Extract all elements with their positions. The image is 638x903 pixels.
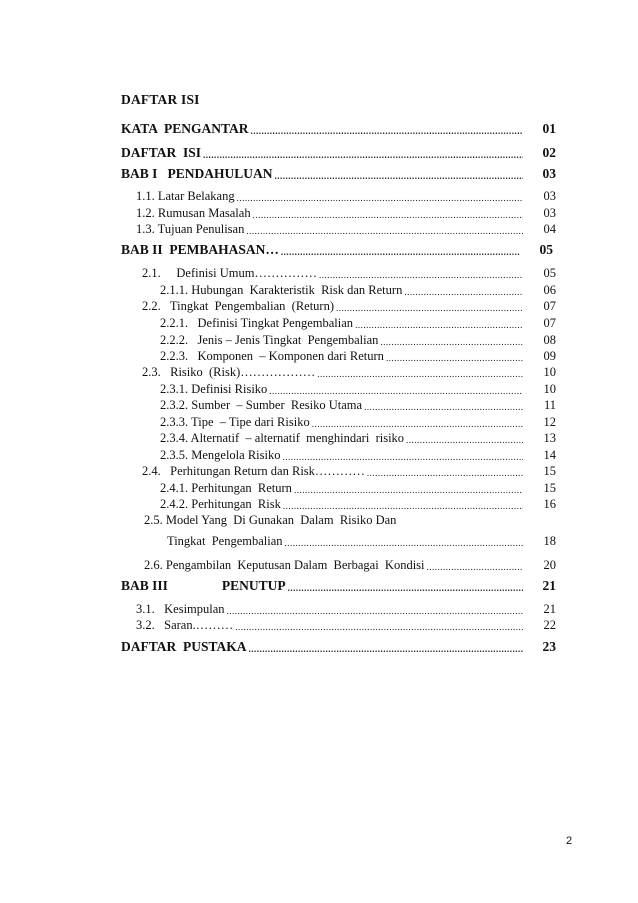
toc-entry-label: 2.3.5. Mengelola Risiko xyxy=(160,448,281,462)
toc-entry-kata-pengantar[interactable] xyxy=(121,119,556,137)
toc-entry-label: 2.6. Pengambilan Keputusan Dalam Berbagai Kondisi xyxy=(144,558,425,572)
toc-entry-2-1[interactable] xyxy=(142,263,556,281)
toc-entry-page: 21 xyxy=(542,578,556,593)
toc-entry-label: 2.2.2. Jenis – Jenis Tingkat Pengembalian xyxy=(160,333,379,347)
toc-entry-bab-1[interactable] xyxy=(121,164,556,182)
toc-entry-page: 07 xyxy=(543,299,556,313)
toc-entry-page: 21 xyxy=(543,602,556,616)
dot-leader xyxy=(249,643,523,655)
toc-entry-page: 07 xyxy=(543,316,556,330)
toc-entry-page: 02 xyxy=(542,145,556,160)
toc-entry-label: KATA PENGANTAR xyxy=(121,121,249,136)
toc-entry-page: 18 xyxy=(543,534,556,548)
dot-leader xyxy=(285,537,523,549)
toc-entry-page: 13 xyxy=(543,431,556,445)
dot-leader xyxy=(281,246,520,258)
toc-entry-label: 2.2.1. Definisi Tingkat Pengembalian xyxy=(160,316,354,330)
toc-entry-page: 01 xyxy=(542,121,556,136)
toc-entry-3-2[interactable] xyxy=(136,615,556,633)
toc-entry-label: BAB I PENDAHULUAN xyxy=(121,166,273,181)
toc-entry-page: 10 xyxy=(543,382,556,396)
page-number: 2 xyxy=(566,835,573,847)
toc-entry-label: DAFTAR ISI xyxy=(121,145,202,160)
dot-leader xyxy=(246,225,523,237)
toc-entry-2-5-continued[interactable] xyxy=(167,531,556,549)
toc-entry-page: 05 xyxy=(539,242,553,257)
toc-entry-label: Tingkat Pengembalian xyxy=(167,534,283,548)
toc-entry-daftar-pustaka[interactable] xyxy=(121,637,556,655)
toc-entry-page: 03 xyxy=(543,206,556,220)
toc-entry-page: 16 xyxy=(543,497,556,511)
toc-entry-2-4[interactable] xyxy=(142,461,556,479)
toc-entry-label: 2.3.3. Tipe – Tipe dari Risiko xyxy=(160,415,310,429)
toc-entry-page: 10 xyxy=(543,365,556,379)
toc-entry-label: 2.3. Risiko (Risk)……………… xyxy=(142,365,316,379)
toc-entry-2-5[interactable] xyxy=(144,510,556,528)
toc-entry-label: 3.1. Kesimpulan xyxy=(136,602,225,616)
toc-entry-page: 14 xyxy=(543,448,556,462)
toc-entry-label: 2.2.3. Komponen – Komponen dari Return xyxy=(160,349,384,363)
dot-leader xyxy=(288,582,523,594)
toc-entry-page: 22 xyxy=(543,618,556,632)
toc-entry-bab-3[interactable] xyxy=(121,576,556,594)
toc-entry-1-3[interactable] xyxy=(136,219,556,237)
toc-entry-2-2-1[interactable] xyxy=(160,313,556,331)
toc-entry-page: 04 xyxy=(543,222,556,236)
toc-entry-page: 11 xyxy=(543,398,556,412)
toc-entry-label: 1.3. Tujuan Penulisan xyxy=(136,222,245,236)
toc-entry-page: 09 xyxy=(543,349,556,363)
toc-entry-page: 15 xyxy=(543,481,556,495)
toc-entry-label: BAB II PEMBAHASAN… xyxy=(121,242,279,257)
toc-entry-label: 2.4. Perhitungan Return dan Risk………… xyxy=(142,464,365,478)
toc-entry-2-6[interactable] xyxy=(144,555,556,573)
toc-entry-page: 12 xyxy=(543,415,556,429)
toc-entry-2-3-4[interactable] xyxy=(160,428,556,446)
toc-entry-2-2[interactable] xyxy=(142,296,556,314)
toc-entry-page: 08 xyxy=(543,333,556,347)
dot-leader xyxy=(235,621,523,633)
toc-entry-page: 23 xyxy=(542,639,556,654)
toc-entry-page: 05 xyxy=(543,266,556,280)
toc-entry-bab-2[interactable] xyxy=(121,240,553,258)
toc-entry-label: 2.4.1. Perhitungan Return xyxy=(160,481,292,495)
dot-leader xyxy=(427,561,524,573)
toc-entry-label: BAB III PENUTUP xyxy=(121,578,286,593)
toc-entry-label: 2.2. Tingkat Pengembalian (Return) xyxy=(142,299,334,313)
toc-entry-label: 2.4.2. Perhitungan Risk xyxy=(160,497,281,511)
toc-entry-label: 2.3.2. Sumber – Sumber Resiko Utama xyxy=(160,398,363,412)
toc-entry-page: 15 xyxy=(543,464,556,478)
toc-heading: DAFTAR ISI xyxy=(121,92,200,107)
toc-entry-page: 20 xyxy=(543,558,556,572)
toc-entry-label: 1.1. Latar Belakang xyxy=(136,189,235,203)
toc-entry-2-3[interactable] xyxy=(142,362,556,380)
toc-entry-label: 2.1. Definisi Umum…………… xyxy=(142,266,317,280)
toc-entry-label: 1.2. Rumusan Masalah xyxy=(136,206,251,220)
toc-entry-label: 2.3.4. Alternatif – alternatif menghindari risiko xyxy=(160,431,405,445)
toc-entry-label: 2.3.1. Definisi Risiko xyxy=(160,382,268,396)
toc-entry-label: DAFTAR PUSTAKA xyxy=(121,639,247,654)
toc-entry-1-1[interactable] xyxy=(136,186,556,204)
dot-leader xyxy=(275,170,523,182)
dot-leader xyxy=(203,149,523,161)
toc-entry-label: 3.2. Saran.……… xyxy=(136,618,234,632)
toc-entry-daftar-isi[interactable] xyxy=(121,143,556,161)
dot-leader xyxy=(251,125,523,137)
toc-entry-page: 03 xyxy=(542,166,556,181)
toc-entry-2-3-2[interactable] xyxy=(160,395,556,413)
toc-entry-label: 2.5. Model Yang Di Gunakan Dalam Risiko Dan xyxy=(144,513,397,527)
toc-entry-page: 03 xyxy=(543,189,556,203)
toc-entry-page: 06 xyxy=(543,283,556,297)
toc-entry-label: 2.1.1. Hubungan Karakteristik Risk dan Return xyxy=(160,283,403,297)
